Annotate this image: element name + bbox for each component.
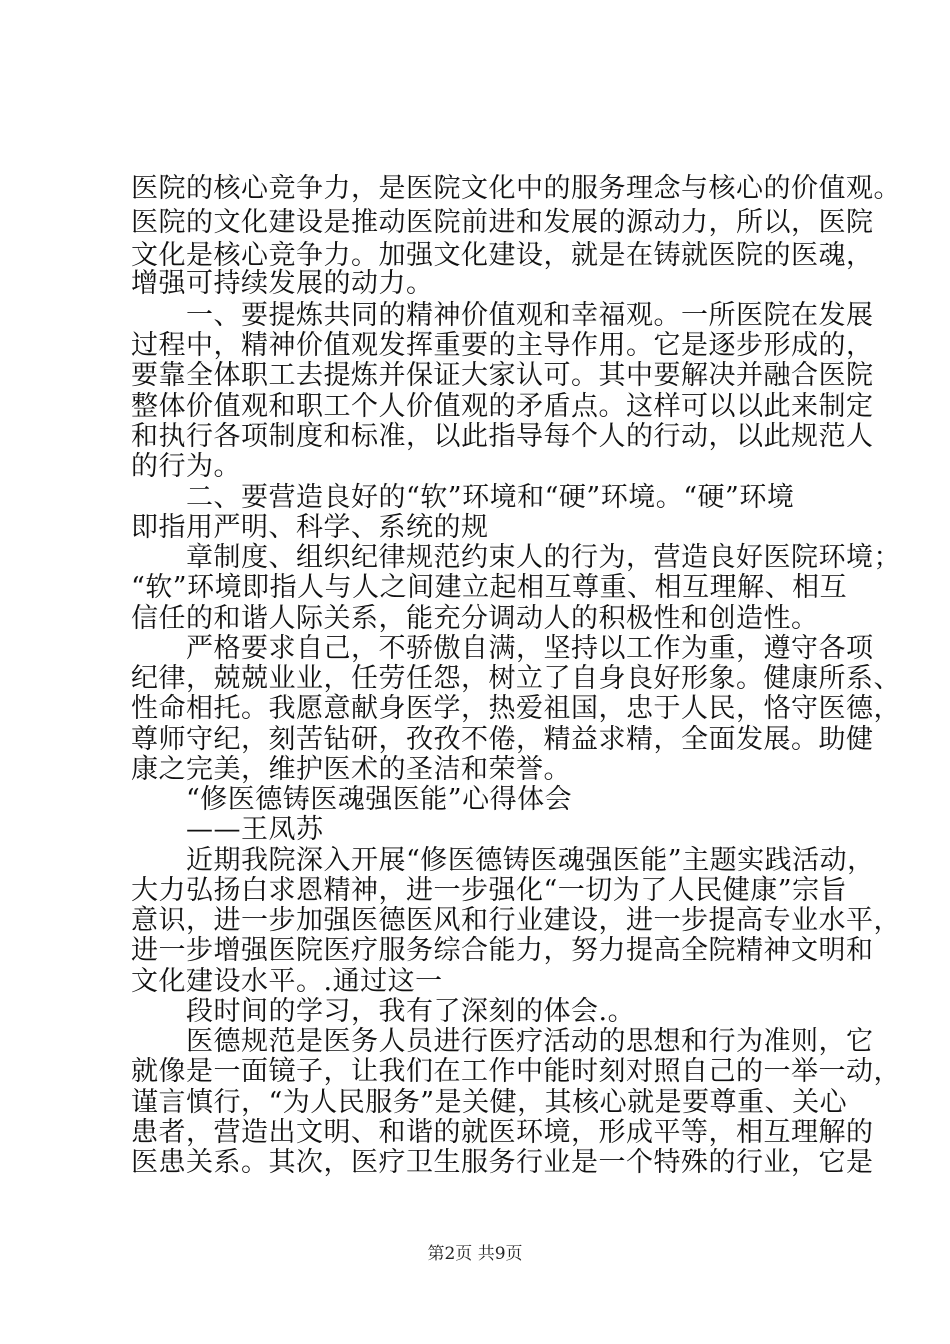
text-line: 意识，进一步加强医德医风和行业建设，进一步提高专业水平， <box>131 905 901 936</box>
text-line: 医院的核心竞争力，是医院文化中的服务理念与核心的价值观。 <box>131 173 901 204</box>
text-line: 信任的和谐人际关系，能充分调动人的积极性和创造性。 <box>131 603 819 634</box>
text-line: 医患关系。其次，医疗卫生服务行业是一个特殊的行业，它是 <box>131 1147 874 1178</box>
text-line: 纪律，兢兢业业，任劳任怨，树立了自身良好形象。健康所系、 <box>131 663 901 694</box>
text-line: 文化是核心竞争力。加强文化建设，就是在铸就医院的医魂， <box>131 240 874 271</box>
text-line: 尊师守纪，刻苦钻研，孜孜不倦，精益求精，全面发展。助健 <box>131 724 874 755</box>
text-line: 章制度、组织纪律规范约束人的行为，营造良好医院环境； <box>186 542 901 573</box>
text-line: 严格要求自己，不骄傲自满，坚持以工作为重，遵守各项 <box>186 633 874 664</box>
text-line: 一、要提炼共同的精神价值观和幸福观。一所医院在发展 <box>186 300 874 331</box>
text-line: 段时间的学习，我有了深刻的体会.。 <box>186 996 636 1027</box>
text-line: 进一步增强医院医疗服务综合能力，努力提高全院精神文明和 <box>131 935 874 966</box>
text-line: “软”环境即指人与人之间建立起相互尊重、相互理解、相互 <box>131 572 848 603</box>
text-line: 患者，营造出文明、和谐的就医环境，形成平等，相互理解的 <box>131 1117 874 1148</box>
text-line: 即指用严明、科学、系统的规 <box>131 512 489 543</box>
text-line: 大力弘扬白求恩精神，进一步强化“一切为了人民健康”宗旨 <box>131 875 848 906</box>
text-line: 谨言慎行，“为人民服务”是关健，其核心就是要尊重、关心 <box>131 1087 848 1118</box>
text-line: 和执行各项制度和标准，以此指导每个人的行动，以此规范人 <box>131 421 874 452</box>
text-line: 康之完美，维护医术的圣洁和荣誉。 <box>131 754 571 785</box>
essay-author: ——王凤苏 <box>186 814 324 845</box>
page-footer: 第2页 共9页 <box>427 1244 523 1264</box>
text-line: 文化建设水平。.通过这一 <box>131 966 443 997</box>
text-line: 的行为。 <box>131 451 241 482</box>
text-line: 近期我院深入开展“修医德铸医魂强医能”主题实践活动， <box>186 845 875 876</box>
text-line: 性命相托。我愿意献身医学，热爱祖国，忠于人民，恪守医德， <box>131 693 901 724</box>
essay-title: “修医德铸医魂强医能”心得体会 <box>186 784 573 815</box>
text-line: 二、要营造良好的“软”环境和“硬”环境。“硬”环境 <box>186 482 795 513</box>
text-line: 要靠全体职工去提炼并保证大家认可。其中要解决并融合医院 <box>131 360 874 391</box>
text-line: 医院的文化建设是推动医院前进和发展的源动力，所以，医院 <box>131 207 874 238</box>
text-line: 增强可持续发展的动力。 <box>131 268 434 299</box>
text-line: 过程中，精神价值观发挥重要的主导作用。它是逐步形成的， <box>131 330 874 361</box>
text-line: 医德规范是医务人员进行医疗活动的思想和行为准则，它 <box>186 1026 874 1057</box>
text-line: 整体价值观和职工个人价值观的矛盾点。这样可以以此来制定 <box>131 391 874 422</box>
text-line: 就像是一面镜子，让我们在工作中能时刻对照自己的一举一动， <box>131 1056 901 1087</box>
